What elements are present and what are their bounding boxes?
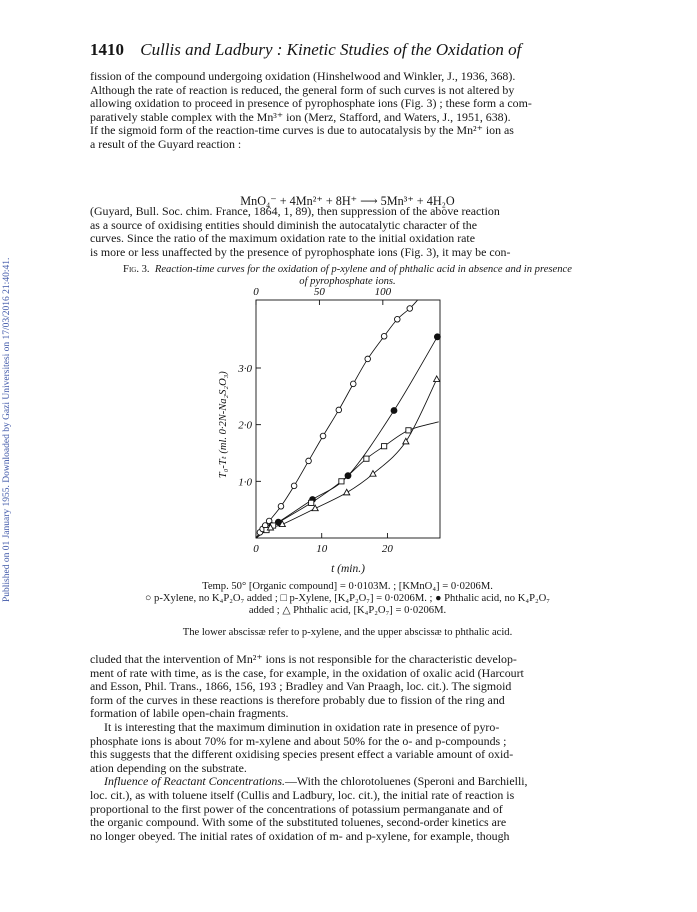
text-line: Although the rate of reaction is reduced, the general form of such curves is not altered by (90, 82, 515, 97)
chart-curves (256, 300, 439, 538)
upper-x-tick-label: 0 (253, 286, 259, 298)
open-square-point (382, 444, 387, 449)
lower-x-tick-label: 20 (381, 543, 393, 555)
text-line: fission of the compound undergoing oxidation (Hinshelwood and Winkler, J., 1936, 368). (90, 69, 516, 83)
open-circle-point (365, 356, 371, 362)
y-tick-label: 1·0 (238, 476, 252, 489)
text-line: (Guyard, Bull. Soc. chim. France, 1864, 1, 89), then suppression of the above reaction (90, 204, 500, 218)
open-circle-point (350, 381, 356, 387)
figure-legend (90, 581, 605, 616)
open-circle-point (407, 306, 413, 312)
upper-x-tick-label: 100 (374, 286, 392, 298)
page-header (90, 40, 610, 60)
guyard-equation: MnO₄⁻ + 4Mn²⁺ + 8H⁺ ⟶ 5Mn³⁺ + 4H₂O (240, 194, 455, 208)
open-circle-point (278, 503, 284, 509)
y-tick-label: 3·0 (238, 363, 252, 375)
caption-line: Reaction-time curves for the oxidation of p-xylene and of phthalic acid in absence and in presence (154, 264, 572, 275)
upper-x-tick-label: 50 (313, 286, 325, 298)
download-watermark: Published on 01 January 1955. Downloaded by Gazi Universitesi on 17/03/2016 21:40:41. (2, 257, 12, 603)
lower-x-tick-label: 0 (253, 543, 259, 555)
open-square-point (309, 500, 314, 505)
open-triangle-point (344, 489, 350, 495)
legend-line: added ; △ Phthalic acid, [K₄P₂O₇] = 0·0206M. (248, 604, 447, 616)
text-line: form of the curves in these reactions is therefore probably due to fission of the ring and (90, 692, 505, 707)
text-line: phosphate ions is about 70% for m-xylene and about 50% for the o- and p-compounds ; (90, 733, 507, 748)
text-line: If the sigmoid form of the reaction-time curves is due to autocatalysis by the Mn²⁺ ion as (90, 123, 514, 138)
figure-label: Fig. 3. (123, 264, 150, 275)
text-line: and Esson, Phil. Trans., 1866, 156, 193 ; Bradley and Van Praagh, loc. cit.). The sigmoid (90, 679, 512, 694)
paragraph-2 (90, 205, 605, 259)
caption-line: of pyrophosphate ions. (299, 276, 396, 287)
x-axis-label: t (min.) (331, 563, 365, 575)
open-triangle-point (434, 376, 440, 382)
lower-x-tick-label: 10 (316, 543, 328, 555)
text-line: cluded that the intervention of Mn²⁺ ions is not responsible for the characteristic develop- (90, 652, 517, 666)
open-square-curve (256, 422, 439, 538)
open-circle-point (291, 483, 297, 489)
text-line: ment of rate with time, as is the case, for example, in the oxidation of oxalic acid (Harcourt (90, 665, 524, 680)
open-triangle-curve (256, 379, 437, 538)
text-line: this suggests that the different oxidising species present effect a variable amount of oxid- (90, 747, 514, 762)
legend-line: Temp. 50° [Organic compound] = 0·0103M. ; [KMnO₄] = 0·0206M. (202, 581, 493, 592)
chart-labels (218, 286, 393, 575)
reaction-time-chart (210, 282, 450, 585)
paragraph-1 (90, 70, 605, 152)
text-line: a result of the Guyard reaction : (90, 136, 242, 151)
open-square-point (364, 456, 369, 461)
legend-line: ○ p-Xylene, no K₄P₂O₇ added ; □ p-Xylene, [K₄P₂O₇] = 0·0206M. ; ● Phthalic acid, no K₄P₂O₇ (144, 592, 550, 604)
filled-circle-point (345, 473, 351, 479)
text-line: allowing oxidation to proceed in presence of pyrophosphate ions (Fig. 3) ; these form a com- (90, 96, 532, 111)
open-triangle-point (370, 471, 376, 477)
text-line: paratively stable complex with the Mn³⁺ ion (Merz, Stafford, and Waters, J., 1951, 638). (90, 109, 511, 124)
running-title: Cullis and Ladbury : Kinetic Studies of the Oxidation of (140, 40, 522, 59)
y-tick-label: 2·0 (238, 419, 252, 432)
text-line: as a source of oxidising entities should diminish the autocatalytic character of the (90, 217, 477, 232)
text-line: no longer obeyed. The initial rates of oxidation of m- and p-xylene, for example, though (90, 828, 510, 843)
filled-circle-point (434, 334, 440, 340)
text-line: the organic compound. With some of the substituted toluenes, second-order kinetics are (90, 815, 507, 830)
filled-circle-point (391, 408, 397, 414)
text-line (90, 775, 605, 789)
open-circle-curve (256, 300, 418, 538)
text-line: ation depending on the substrate. (90, 760, 247, 775)
text-line: loc. cit.), as with toluene itself (Cullis and Ladbury, loc. cit.), the initial rate of reaction is (90, 787, 515, 802)
text-line: proportional to the first power of the concentrations of potassium permanganate and of (90, 801, 503, 816)
text-run: —With the chlorotoluenes (Speroni and Barchielli, (284, 774, 528, 789)
section-heading: Influence of Reactant Concentrations. (104, 774, 285, 789)
y-axis-label: T₀-Tₜ (ml. 0·2N-Na₂S₂O₃) (218, 371, 229, 479)
paragraph-3 (90, 653, 605, 843)
abscissa-note: The lower abscissæ refer to p-xylene, and the upper abscissæ to phthalic acid. (182, 627, 513, 638)
page-number: 1410 (90, 40, 124, 59)
open-circle-point (336, 407, 342, 413)
open-circle-point (381, 333, 387, 339)
chart-svg (210, 282, 450, 580)
text-line: It is interesting that the maximum diminution in oxidation rate in presence of pyro- (104, 719, 500, 734)
open-circle-point (394, 316, 400, 322)
open-circle-point (306, 458, 312, 464)
open-triangle-point (403, 438, 409, 444)
text-line: formation of labile open-chain fragments. (90, 706, 289, 721)
open-square-point (339, 479, 344, 484)
text-line: curves. Since the ratio of the maximum oxidation rate to the initial oxidation rate (90, 231, 476, 246)
open-circle-point (320, 433, 326, 439)
text-line: is more or less unaffected by the presence of pyrophosphate ions (Fig. 3), it may be con- (90, 244, 511, 259)
open-square-point (406, 428, 411, 433)
